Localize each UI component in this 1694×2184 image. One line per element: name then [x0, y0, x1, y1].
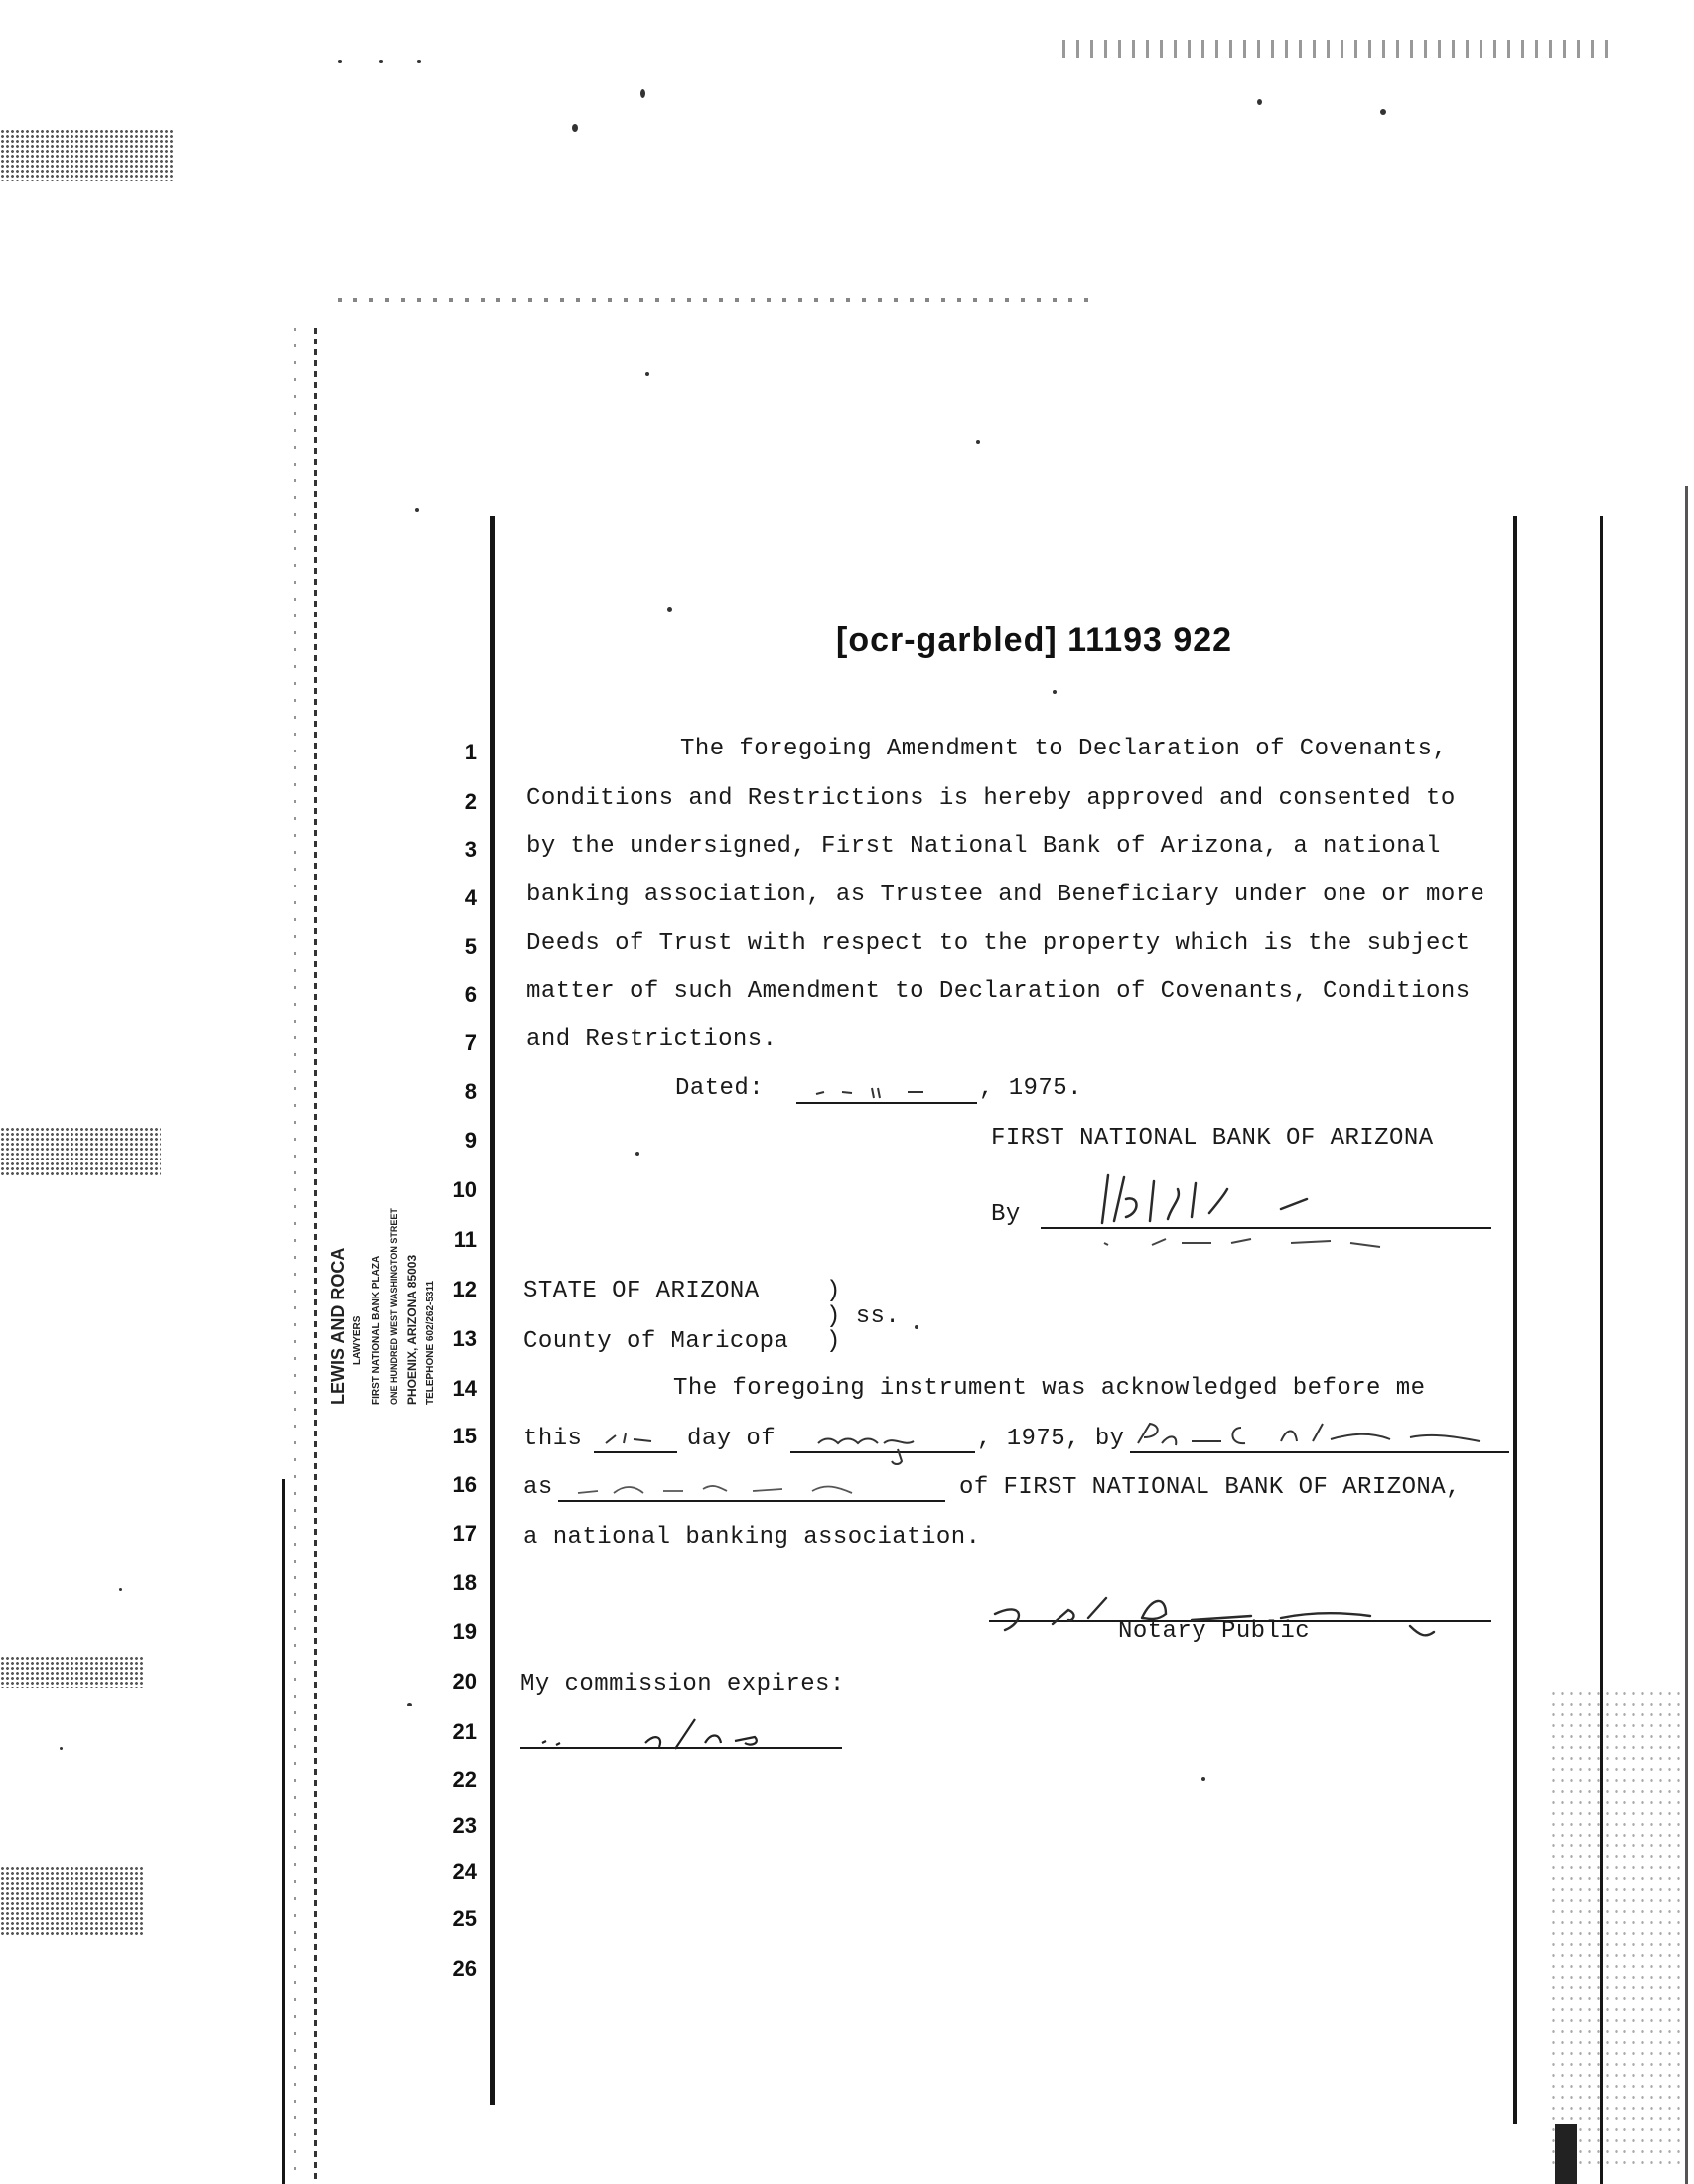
- date-handwriting: [812, 1080, 961, 1102]
- line-number: 4: [464, 886, 477, 910]
- body-line: The foregoing Amendment to Declaration of Covenants,: [680, 736, 1448, 762]
- day-blank: [594, 1451, 677, 1453]
- venue-state: STATE OF ARIZONA: [523, 1278, 760, 1304]
- ack-line-17: a national banking association.: [523, 1524, 981, 1551]
- line-number: 11: [453, 1227, 477, 1252]
- line-number: 9: [464, 1128, 477, 1153]
- commission-label: My commission expires:: [520, 1671, 845, 1698]
- dated-year: , 1975.: [979, 1075, 1082, 1102]
- body-line: banking association, as Trustee and Beneficiary under one or more: [526, 882, 1485, 908]
- law-firm-name: LEWIS AND ROCA: [328, 1247, 348, 1405]
- title-handwriting: [574, 1477, 931, 1501]
- law-firm-city: PHOENIX, ARIZONA 85003: [405, 1254, 419, 1405]
- line-number: 2: [464, 789, 477, 814]
- line-number: 24: [452, 1859, 477, 1884]
- bank-officer-signature: [1092, 1163, 1450, 1253]
- line-number: 3: [464, 837, 477, 862]
- body-line: and Restrictions.: [526, 1026, 777, 1053]
- line-number: 12: [452, 1277, 477, 1301]
- line-number: 1: [464, 740, 477, 764]
- venue-paren: ): [826, 1278, 841, 1304]
- dated-label: Dated:: [675, 1075, 765, 1102]
- ack-of-bank: of FIRST NATIONAL BANK OF ARIZONA,: [959, 1474, 1461, 1501]
- law-firm-plaza: FIRST NATIONAL BANK PLAZA: [371, 1255, 382, 1405]
- by-label: By: [991, 1201, 1021, 1228]
- ack-as: as: [523, 1474, 553, 1501]
- line-number: 15: [452, 1424, 477, 1448]
- body-line: Deeds of Trust with respect to the property which is the subject: [526, 930, 1471, 957]
- line-number: 6: [464, 982, 477, 1007]
- line-number: 18: [452, 1570, 477, 1595]
- law-firm-street: ONE HUNDRED WEST WASHINGTON STREET: [389, 1208, 399, 1405]
- body-line: by the undersigned, First National Bank of Arizona, a national: [526, 833, 1441, 860]
- line-number: 26: [452, 1956, 477, 1980]
- officer-name-handwriting: [1132, 1420, 1509, 1453]
- dated-blank: [796, 1102, 977, 1104]
- law-firm-stamp: [298, 1166, 467, 1405]
- recording-number: [ocr-garbled] 11193 922: [836, 621, 1233, 659]
- ack-day-of: day of: [687, 1426, 776, 1452]
- line-number: 25: [452, 1906, 477, 1931]
- bank-name: FIRST NATIONAL BANK OF ARIZONA: [991, 1125, 1434, 1152]
- notary-label: Notary Public: [1118, 1618, 1311, 1645]
- line-number: 7: [464, 1030, 477, 1055]
- line-number: 23: [452, 1813, 477, 1838]
- month-handwriting: [814, 1426, 963, 1469]
- commission-date-handwriting: [536, 1713, 834, 1753]
- venue-county: County of Maricopa: [523, 1328, 789, 1355]
- day-handwriting: [600, 1430, 669, 1449]
- body-line: matter of such Amendment to Declaration of Covenants, Conditions: [526, 978, 1471, 1005]
- ack-year-by: , 1975, by: [977, 1426, 1125, 1452]
- line-number: 20: [452, 1669, 477, 1694]
- line-number: 14: [452, 1376, 477, 1401]
- line-number: 17: [452, 1521, 477, 1546]
- venue-ss: ) ss.: [826, 1303, 901, 1330]
- ack-line: The foregoing instrument was acknowledged before me: [673, 1375, 1426, 1402]
- line-number: 5: [464, 934, 477, 959]
- law-firm-phone: TELEPHONE 602/262-5311: [425, 1280, 436, 1405]
- venue-paren: ): [826, 1328, 841, 1355]
- line-number: 21: [452, 1719, 477, 1744]
- line-number: 22: [452, 1767, 477, 1792]
- ack-this: this: [523, 1426, 583, 1452]
- body-line: Conditions and Restrictions is hereby approved and consented to: [526, 785, 1456, 812]
- law-firm-lawyers: LAWYERS: [353, 1315, 363, 1365]
- line-number: 8: [464, 1079, 477, 1104]
- line-number: 16: [452, 1472, 477, 1497]
- line-number: 13: [452, 1326, 477, 1351]
- line-number: 19: [452, 1619, 477, 1644]
- line-number: 10: [452, 1177, 477, 1202]
